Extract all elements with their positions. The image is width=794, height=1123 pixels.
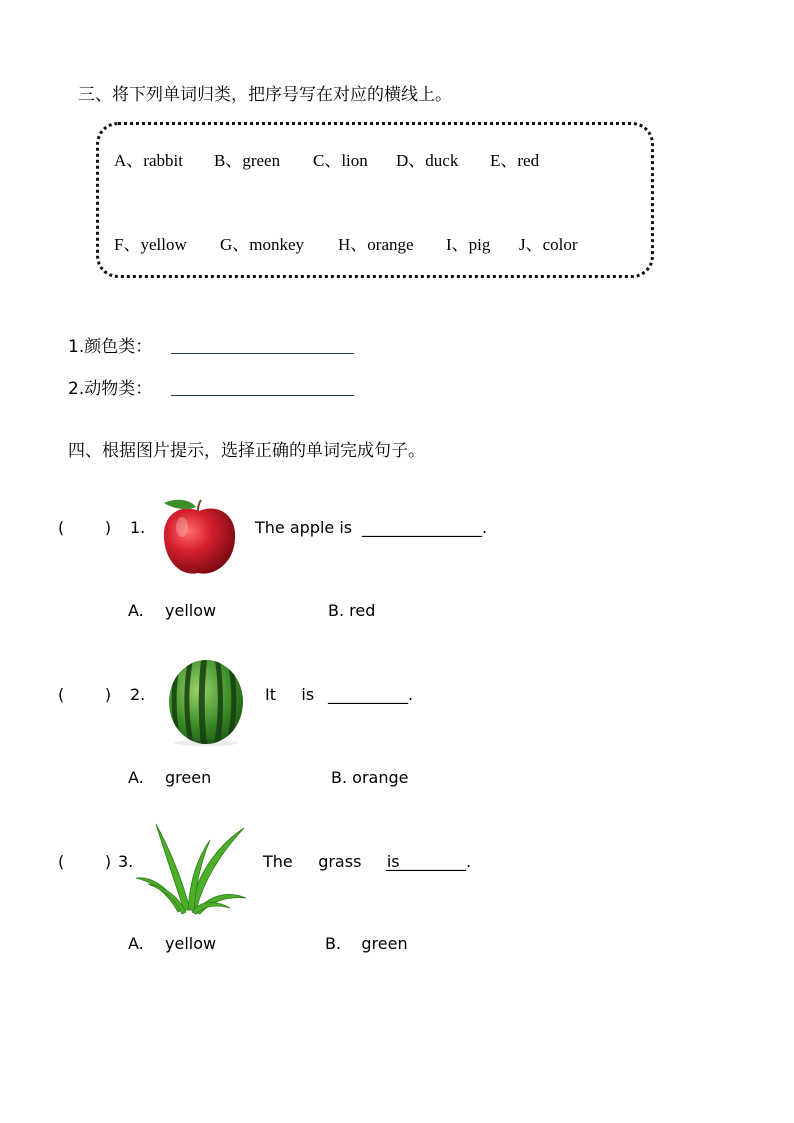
answer-line-animal[interactable] xyxy=(171,395,354,396)
question-sentence: The apple is xyxy=(255,518,353,537)
question-number: 1. xyxy=(130,518,146,537)
question-sentence: It is xyxy=(265,685,315,704)
option-a[interactable]: yellow xyxy=(165,934,217,953)
question-number: 2. xyxy=(130,685,146,704)
apple-image xyxy=(160,497,238,579)
word-bank-item: F、yellow xyxy=(114,235,187,254)
word-bank-item: H、orange xyxy=(338,235,414,254)
option-b[interactable]: B. green xyxy=(325,934,408,953)
word-bank-item: A、rabbit xyxy=(114,151,183,170)
answer-line-color[interactable] xyxy=(171,353,354,354)
question-sentence: The grass is xyxy=(263,852,400,871)
option-a-label: A. xyxy=(128,934,144,953)
word-bank-item: G、monkey xyxy=(220,235,305,254)
section-3-title: 三、将下列单词归类，把序号写在对应的横线上。 xyxy=(78,85,452,105)
option-a[interactable]: yellow xyxy=(165,601,217,620)
watermelon-image xyxy=(166,657,246,747)
answer-blank[interactable]: __________. xyxy=(328,685,414,704)
question-number: 3. xyxy=(118,852,134,871)
option-a[interactable]: green xyxy=(165,768,212,787)
word-bank-item: C、lion xyxy=(313,151,368,170)
word-bank-item: B、green xyxy=(214,151,281,170)
grass-image xyxy=(134,820,248,918)
answer-paren[interactable]: ( ) xyxy=(58,685,112,704)
option-b[interactable]: B. red xyxy=(328,601,376,620)
category-color-label: 1.颜色类： xyxy=(68,337,153,357)
section-4-title: 四、根据图片提示，选择正确的单词完成句子。 xyxy=(68,441,425,461)
word-bank-item: I、pig xyxy=(446,235,491,254)
option-a-label: A. xyxy=(128,768,144,787)
answer-blank[interactable]: _______________. xyxy=(362,518,488,537)
answer-paren[interactable]: ( ) xyxy=(58,852,112,871)
word-bank-item: D、duck xyxy=(396,151,459,170)
word-bank-item: E、red xyxy=(490,151,540,170)
answer-blank[interactable]: __________. xyxy=(386,852,472,871)
category-animal-label: 2.动物类： xyxy=(68,379,153,399)
answer-paren[interactable]: ( ) xyxy=(58,518,112,537)
option-a-label: A. xyxy=(128,601,144,620)
word-bank-item: J、color xyxy=(519,235,578,254)
option-b[interactable]: B. orange xyxy=(331,768,409,787)
